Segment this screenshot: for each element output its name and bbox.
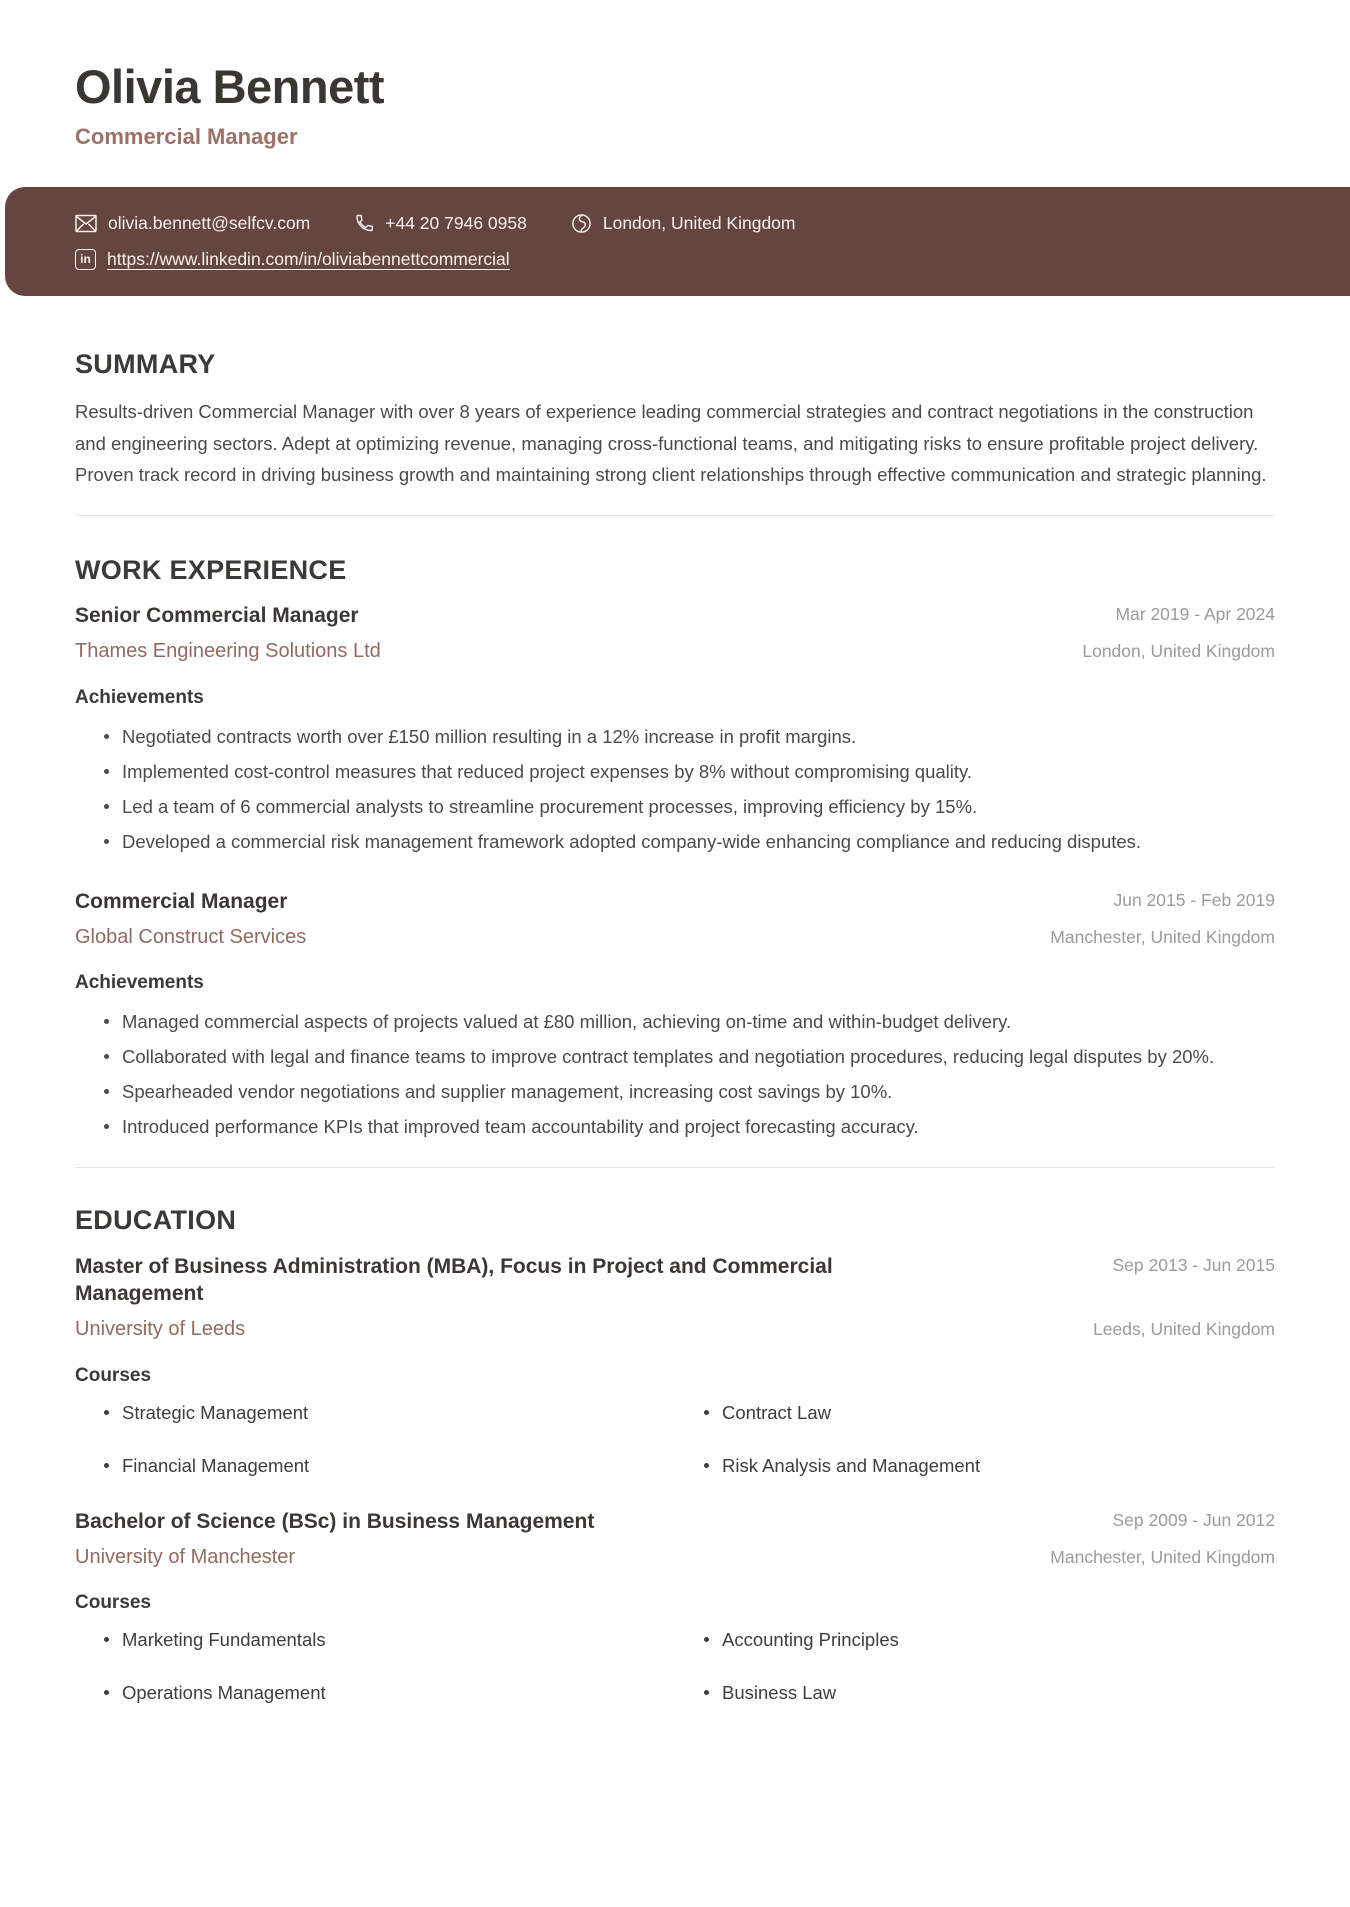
job-entry <box>75 602 1275 858</box>
job-company: Global Construct Services <box>75 926 307 948</box>
job-location: London, United Kingdom <box>1082 641 1275 662</box>
location-text: London, United Kingdom <box>602 212 796 233</box>
achievement-item: Negotiated contracts worth over £150 million resulting in a 12% increase in profit margins. <box>75 720 1275 753</box>
contact-location <box>571 213 796 234</box>
achievement-item: Spearheaded vendor negotiations and supplier management, increasing cost savings by 10%. <box>75 1075 1275 1108</box>
phone-icon <box>354 213 374 233</box>
course-item: Operations Management <box>75 1681 675 1705</box>
achievements-label: Achievements <box>75 686 204 708</box>
courses-list <box>75 1628 1275 1705</box>
candidate-name: Olivia Bennett <box>75 60 385 113</box>
course-item: Business Law <box>675 1681 1275 1705</box>
contact-linkedin <box>75 249 510 270</box>
degree-location: Manchester, United Kingdom <box>1050 1547 1275 1568</box>
section-divider <box>75 515 1275 516</box>
linkedin-icon: in <box>75 249 96 270</box>
course-item: Risk Analysis and Management <box>675 1454 1275 1478</box>
achievements-list <box>75 1005 1275 1143</box>
degree-title: Bachelor of Science (BSc) in Business Management <box>75 1509 595 1533</box>
resume-body <box>0 348 1350 1706</box>
degree-dates: Sep 2009 - Jun 2012 <box>1112 1509 1275 1530</box>
job-entry-head <box>75 888 1275 951</box>
degree-entry-head <box>75 1508 1275 1571</box>
achievement-item: Managed commercial aspects of projects valued at £80 million, achieving on-time and within-budget delivery. <box>75 1005 1275 1038</box>
contact-bar <box>5 187 1350 296</box>
education-heading: EDUCATION <box>75 1205 237 1236</box>
achievement-item: Introduced performance KPIs that improved team accountability and project forecasting accuracy. <box>75 1110 1275 1143</box>
phone-text: +44 20 7946 0958 <box>385 212 527 233</box>
contact-email <box>75 213 310 234</box>
job-title: Commercial Manager <box>75 889 288 913</box>
section-divider <box>75 1167 1275 1168</box>
summary-section <box>75 348 1275 491</box>
job-location: Manchester, United Kingdom <box>1050 927 1275 947</box>
job-dates: Jun 2015 - Feb 2019 <box>1113 889 1275 910</box>
location-globe-icon <box>571 213 592 234</box>
email-icon <box>75 214 97 233</box>
degree-title: Master of Business Administration (MBA), Focus in Project and Commercial Management <box>75 1254 833 1306</box>
degree-dates: Sep 2013 - Jun 2015 <box>1112 1254 1275 1275</box>
summary-text: Results-driven Commercial Manager with over 8 years of experience leading commercial strategies and contract negotiations in the construction and engineering sectors. Adept at optimizing revenue, managing cross-functional teams, and mitigating risks to ensure profitable project delivery. Proven track record in driving business growth and maintaining strong client relationships through effective communication and strategic planning. <box>75 401 1267 486</box>
course-item: Strategic Management <box>75 1401 675 1425</box>
achievements-list <box>75 720 1275 858</box>
achievement-item: Implemented cost-control measures that reduced project expenses by 8% without compromising quality. <box>75 755 1275 788</box>
achievement-item: Collaborated with legal and finance teams to improve contract templates and negotiation procedures, reducing legal disputes by 20%. <box>75 1040 1275 1073</box>
contact-row-primary <box>75 213 1310 234</box>
degree-location: Leeds, United Kingdom <box>1093 1319 1275 1340</box>
candidate-title: Commercial Manager <box>75 123 298 149</box>
achievement-item: Developed a commercial risk management framework adopted company-wide enhancing compliance and reducing disputes. <box>75 825 1275 858</box>
work-experience-heading: WORK EXPERIENCE <box>75 554 347 585</box>
degree-school: University of Leeds <box>75 1318 246 1341</box>
job-entry-head <box>75 602 1275 665</box>
resume-header <box>0 0 1350 150</box>
education-section <box>75 1204 1275 1705</box>
summary-heading: SUMMARY <box>75 348 216 379</box>
course-item: Accounting Principles <box>675 1628 1275 1652</box>
courses-list <box>75 1401 1275 1478</box>
email-text: olivia.bennett@selfcv.com <box>108 212 311 233</box>
courses-label: Courses <box>75 1364 152 1386</box>
linkedin-link[interactable]: https://www.linkedin.com/in/oliviabennettcommercial <box>107 248 510 269</box>
course-item: Financial Management <box>75 1454 675 1478</box>
course-item: Marketing Fundamentals <box>75 1628 675 1652</box>
job-entry <box>75 888 1275 1144</box>
degree-entry-head <box>75 1253 1275 1343</box>
degree-school: University of Manchester <box>75 1546 296 1569</box>
degree-entry <box>75 1253 1275 1478</box>
achievements-label: Achievements <box>75 972 204 994</box>
courses-label: Courses <box>75 1592 152 1614</box>
contact-phone <box>354 213 527 234</box>
degree-entry <box>75 1508 1275 1706</box>
job-dates: Mar 2019 - Apr 2024 <box>1115 604 1275 625</box>
job-title: Senior Commercial Manager <box>75 604 359 628</box>
achievement-item: Led a team of 6 commercial analysts to streamline procurement processes, improving efficiency by 15%. <box>75 790 1275 823</box>
course-item: Contract Law <box>675 1401 1275 1425</box>
job-company: Thames Engineering Solutions Ltd <box>75 640 381 663</box>
work-experience-section <box>75 554 1275 1144</box>
contact-row-secondary <box>75 249 1310 270</box>
